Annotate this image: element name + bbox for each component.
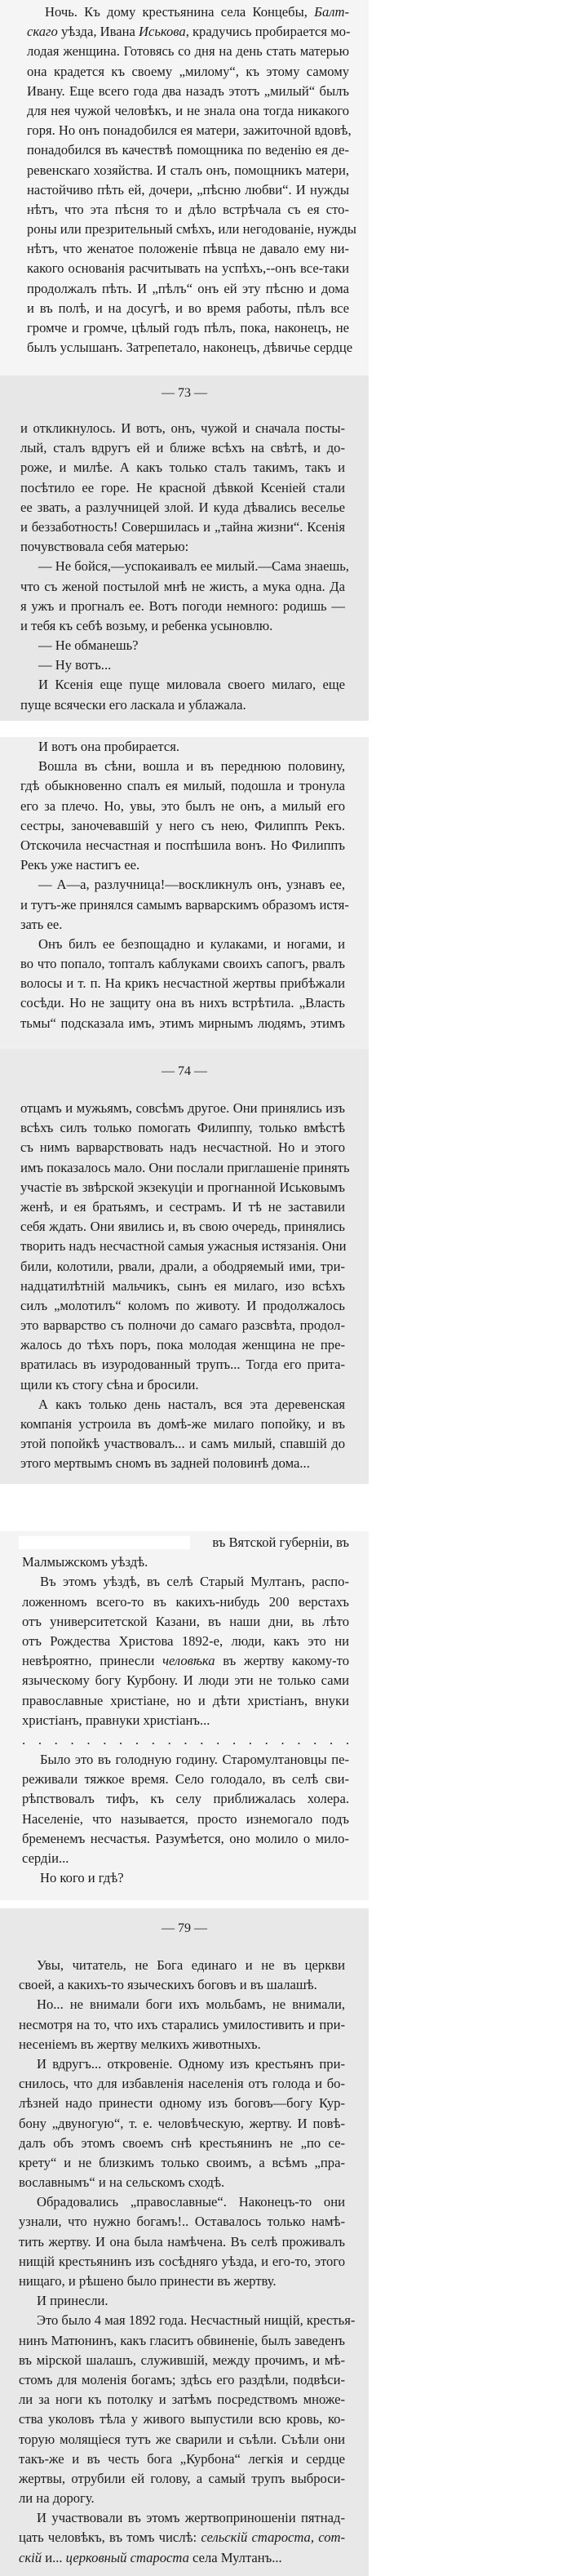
text-run: зать ее. [20,916,63,932]
paragraph [20,1099,350,1395]
text-line [27,62,349,82]
text-run: — Ну вотъ... [38,657,112,673]
text-run: бону „двуногую“, т. е. человѣческую, жертву. И повѣ- [19,2115,345,2131]
text-line [19,2054,345,2074]
text-run: этой попойкѣ участвовалъ... и самъ милый, спавшій до [20,1436,345,1452]
text-line [20,855,345,875]
text-line [20,537,345,557]
text-line [20,438,345,458]
text-run: . . . . . . . . . . . . . . . . . . . . . [22,1731,349,1748]
text-run: И вотъ она пробирается. [38,739,180,754]
text-run: такъ-же и въ честь бога „Курбона“ легкія и сердце [19,2450,345,2467]
text-run: Ночь. Къ дому крестьянина села Концебы, [45,4,315,20]
page-text [19,1956,356,2568]
text-line [22,1592,349,1612]
text-run: щили къ стогу сѣна и бросили. [20,1376,199,1392]
text-run: что съ женой постылой мнѣ не жисть, а мука одна. Да [20,578,345,594]
text-run: роны или презрительный смѣхъ, или негодованіе, нужды [27,221,356,238]
text-line [22,1552,349,1572]
italic-text: Балт- [314,4,349,20]
text-run: какого основанія расчитывать на успѣхъ,--онъ все-таки [27,260,349,277]
text-line [19,2212,345,2232]
text-run: громче и громче, цѣлый годъ пѣлъ, пока, наконецъ, не [27,320,349,335]
text-line [19,2508,345,2528]
text-line [19,2153,345,2173]
text-line [19,2469,345,2489]
text-run: гдѣ обыкновенно спалъ ея милый, подошла и тронула [20,778,345,794]
paragraph [20,655,345,675]
page-number: — 79 — [162,1921,207,1935]
text-line [20,895,349,915]
text-run: тьмы“ подсказала имъ, этимъ мирнымъ людямъ, этимъ [20,1015,345,1031]
text-line [20,1454,345,1473]
text-run: нѣтъ, что эта пѣсня то и дѣло встрѣчала съ ея сто- [27,201,349,217]
text-run: его за плечо. Но, увы, это былъ не онъ, а милый его [20,797,345,814]
text-line [27,2,349,22]
text-run: — А—а, разлучница!—воскликнулъ онъ, узнавъ ее, [38,877,345,893]
page-number: — 73 — [162,386,207,400]
text-run: вославнымъ“ и на сельскомъ сходѣ. [19,2174,225,2191]
page-text [20,737,349,1033]
text-run: Въ этомъ уѣздѣ, въ селѣ Старый Мултанъ, распо- [40,1574,349,1590]
text-run: бременемъ несчастья. Разумѣется, оно молило о мило- [22,1830,349,1846]
text-line [20,577,345,597]
text-run: женѣ, и ея братьямъ, и сестрамъ. И тѣ не заставили [20,1198,345,1215]
text-line [20,1316,345,1335]
text-run: въ Вятской губерніи, въ [212,1534,349,1550]
text-line [19,2409,345,2429]
text-run: цать человѣкъ, въ томъ числѣ: [19,2529,201,2546]
text-run: И участвовали въ этомъ жертвоприношеніи пятнад- [37,2510,345,2526]
text-line [20,797,345,816]
page-fragment [0,1908,369,2576]
text-run: и откликнулось. И вотъ, онъ, чужой и сначала посты- [20,420,345,436]
text-line [27,161,349,180]
text-run: несмотря на то, что ихъ старались умилостивить и при- [19,2016,345,2032]
text-line [27,180,349,200]
text-line [20,636,345,655]
text-line [20,1277,345,1296]
text-run: И принесли. [37,2293,108,2309]
page-text [22,1533,349,1888]
text-line [20,478,345,498]
text-line [20,1158,350,1178]
text-line [19,2192,345,2212]
text-run: ревенскаго хозяйства. И сталъ онъ, помощникъ матери, [27,162,349,178]
text-run: и тебя къ себѣ возьму, и ребенка усыновлю. [20,617,273,633]
text-run: нищаго, и рѣшено было принести въ жертву. [19,2273,277,2289]
redacted-block [19,1536,190,1549]
text-line [20,1434,345,1454]
text-run: языческому богу Курбону. И люди эти не только сами [22,1672,349,1689]
text-line [20,993,345,1013]
text-line [22,1770,349,1789]
text-run: — Не обманешь? [38,637,139,654]
text-run: ее звать, а разлучницей злой. И куда дѣвались веселье [20,499,345,515]
text-line [20,1178,345,1197]
paragraph [19,1995,345,2054]
text-run: ли на дорогу. [19,2490,95,2507]
text-line [20,836,345,855]
page-fragment [0,737,369,1049]
text-run: Обрадовались „православные“. Наконецъ-то они [37,2194,345,2210]
italic-text: скій [19,2549,42,2565]
text-line [19,2430,345,2449]
paragraph [20,1395,345,1474]
text-run: лый, сталъ вдругъ ей и ближе всѣхъ на свѣтѣ, и до- [20,440,345,456]
text-line [27,279,349,299]
text-run: стомъ для моленія богамъ; здѣсь его раздѣли, подвѣси- [19,2371,345,2387]
text-line [20,655,345,675]
text-line [27,239,349,259]
italic-text: человѣка [162,1653,215,1669]
text-run: отцамъ и мужьямъ, совсѣмъ другое. Они принялись изъ [20,1100,345,1116]
text-run: отъ Рождества Христова 1892-е, люди, какъ это ни [22,1632,349,1649]
text-run: почувствовала себя матерью: [20,539,189,555]
text-run: въ мірской шалашъ, служившій, между прочимъ, и мѣ- [19,2352,345,2368]
text-run: и въ полѣ, и на досугѣ, и во время работы, пѣлъ все [27,300,349,316]
text-line [27,82,349,101]
text-run: лодая женщина. Готовясь со дня на день стать матерью [27,43,349,60]
text-line [19,2351,345,2370]
text-line [19,2173,345,2192]
paragraph [19,2054,345,2192]
text-run: христіанъ, правнуки христіанъ... [22,1712,210,1728]
text-line [22,1789,349,1809]
text-run: снилось, что для избавленія населенія отъ голода и бо- [19,2076,345,2092]
text-run: для нея чужой человѣкъ, и не знала она тогда никакого [27,102,349,118]
text-line [20,1014,345,1033]
text-run: Но кого и гдѣ? [40,1870,124,1886]
text-line [20,458,345,477]
text-line [20,1118,345,1138]
paragraph [20,875,349,935]
paragraph [27,2,356,358]
text-line [22,1711,349,1730]
text-run: А какъ только день насталъ, вся эта деревенская [38,1396,345,1412]
text-run: силъ „молотилъ“ коломъ по животу. И продолжалось [20,1297,345,1313]
text-run: во что попало, топталъ каблуками своихъ сапогъ, рвалъ [20,956,345,972]
text-run: ли за ноги къ потолку и затѣмъ посредствомъ множе- [19,2392,345,2408]
text-line [20,1415,345,1434]
text-run: компанія устроила въ домѣ-же милаго попойку, и въ [20,1416,345,1432]
text-line [20,675,345,695]
text-line [20,1237,345,1256]
text-run: Населеніе, что называется, просто изнемогало подъ [22,1810,349,1827]
text-line [20,695,345,715]
text-line [22,1572,349,1592]
text-run: надцатилѣтній мальчикъ, сынъ ея милаго, изо всѣхъ [20,1277,345,1294]
text-line [20,498,345,517]
text-line [19,2390,345,2409]
text-line [19,2548,345,2568]
text-line [19,2094,345,2113]
text-run: уѣзда, Ивана [57,24,139,40]
text-run: Увы, читатель, не Бога единаго и не въ церкви [37,1957,345,1973]
text-line [20,1355,345,1375]
text-run: жертвы, отрубили ей голову, а самый трупъ выброси- [19,2470,345,2486]
text-line [19,2528,345,2547]
text-line [27,220,356,239]
paragraph [19,2192,345,2291]
paragraph [20,737,345,757]
paragraph [22,1750,349,1868]
text-line [20,935,345,954]
text-run: И Ксенія еще пуще миловала своего милаго, еще [38,677,345,693]
text-line [27,259,349,278]
text-run: всѣхъ силъ только помогать Филиппу, только вмѣстѣ [20,1120,345,1136]
text-run: реживали тяжкое время. Село голодало, въ селѣ сви- [22,1771,349,1788]
paragraph [20,935,345,1033]
text-line [27,338,353,358]
text-line [27,200,349,220]
text-line [19,2291,345,2311]
text-run: творить надъ несчастной самыя ужасныя истязанія. Они [20,1238,347,1255]
text-line [20,616,345,636]
text-line [27,22,349,42]
text-line [20,816,345,836]
text-line [19,2311,356,2330]
text-line [22,1829,349,1849]
italic-text: церковный староста [65,2549,189,2565]
paragraph [22,1868,349,1888]
text-run: Онъ билъ ее безпощадно и кулаками, и ногами, и [38,935,345,952]
text-run: , крадучись пробирается мо- [185,24,351,40]
text-line [27,140,349,160]
page-number: — 74 — [162,1064,207,1078]
paragraph [20,419,345,557]
text-run: тить жертву. И она была намѣчена. Въ селѣ проживалъ [19,2233,345,2250]
text-run: нѣтъ, что женатое положеніе пѣвца не давало ему ни- [27,241,349,257]
text-line [27,42,349,61]
text-run: отъ университетской Казани, въ наши дни, вь лѣто [22,1613,349,1629]
text-line [19,2331,345,2351]
text-line [20,1138,345,1157]
text-run: нинъ Матюнинъ, какъ гласитъ обвиненіе, былъ заведенъ [19,2332,345,2348]
text-line [19,1995,345,2014]
text-run: православные христіане, но и дѣти христіанъ, внуки [22,1692,349,1708]
text-run: волосы и т. п. На крикъ несчастной жертвы прибѣжали [20,975,345,992]
text-run: сестры, заночевавшій у него съ нею, Филиппъ Рекъ. [20,817,345,833]
text-line [27,318,349,338]
text-line [19,2035,345,2054]
text-line [19,2272,345,2291]
text-run: своей, а какихъ-то языческихъ боговъ и въ шалашѣ. [19,1977,317,1993]
text-line [20,1395,345,1415]
text-run: торую молящіеся тутъ же сварили и съѣли. Съѣли они [19,2431,345,2447]
text-line [19,2074,345,2094]
text-run: далъ объ этомъ своемъ снѣ крестьянинъ не „по се- [19,2134,345,2151]
text-line [22,1810,349,1829]
paragraph [19,2311,356,2508]
text-run: и... [42,2549,66,2565]
text-run: пуще всячески его ласкала и ублажала. [20,696,246,713]
text-line [19,2370,345,2390]
text-run: имъ показалось мало. Они послали приглашеніе принять [20,1159,350,1175]
text-line [22,1533,349,1552]
text-run: посѣтило ее горе. Не красной дѣвкой Ксеніей стали [20,479,345,495]
text-run: участіе въ звѣрской экзекуціи и прогнанной Иськовымъ [20,1179,345,1195]
text-run: вратилась въ изуродованный трупъ... Тогда его прита- [20,1357,345,1373]
text-line [20,776,345,796]
text-run: сердіи... [22,1850,69,1866]
text-run: этого мертвымъ сномъ въ задней половинѣ дома... [20,1455,310,1472]
page-text [20,1099,350,1474]
text-run: былъ услышанъ. Затрепетало, наконецъ, дѣвичье сердце [27,340,353,356]
text-run: я ужъ и прогналъ ее. Вотъ погоди немного: родишь — [20,597,345,614]
text-run: Рекъ уже настигъ ее. [20,857,140,873]
text-run: невѣроятно, принесли [22,1653,163,1669]
text-line [22,1730,349,1750]
text-line [22,1849,349,1868]
text-line [19,2114,345,2134]
text-line [20,517,345,537]
text-run: роже, и милѣе. А какъ только сталъ такимъ, такъ и [20,460,345,476]
text-run: Было это въ голодную годину. Старомултановцы пе- [40,1752,349,1768]
text-line [20,1217,345,1237]
text-line [20,954,345,974]
page-text [20,419,349,715]
text-line [19,2489,345,2508]
text-line [19,1956,345,1975]
text-run: сосѣди. Но не защиту она въ нихъ встрѣтила. „Власть [20,995,345,1011]
text-line [22,1750,349,1770]
text-line [20,1296,345,1316]
text-run: били, колотили, рвали, драли, а ободряемый ими, три- [20,1258,345,1274]
paragraph [20,636,345,655]
text-run: И вдругъ... откровеніе. Одному изъ крестьянъ при- [37,2055,345,2072]
text-run: себя ждать. Они явились и, въ свою очередь, принялись [20,1219,345,1235]
text-line [22,1671,349,1690]
text-run: понадобился въ качествѣ помощника по веденію ея де- [27,142,349,158]
text-run: и беззаботность! Совершилась и „тайна жизни“. Ксенія [20,518,345,535]
text-run: и тутъ-же принялся самымъ варварскимъ образомъ истя- [20,896,349,913]
text-line [20,1197,345,1217]
text-line [19,2232,345,2252]
text-line [19,2252,345,2272]
text-line [19,2449,345,2469]
text-run: рѣпствовалъ тифъ, къ селу приближалась холера. [22,1791,349,1807]
text-run: въ жертву какому-то [215,1653,349,1669]
text-run: Ивану. Еще всего года два назадъ этотъ „милый“ былъ [27,82,349,99]
text-run: она крадется къ своему „милому“, къ этому самому [27,63,349,79]
text-run: села Мултанъ... [188,2549,282,2565]
text-run: съ нимъ варварствовать надъ несчастной. Но и этого [20,1139,345,1156]
text-line [20,1375,345,1395]
text-run: Малмыжскомъ уѣздѣ. [22,1554,148,1570]
text-run: Отскочила несчастная и поспѣшила вонъ. Но Филиппъ [20,837,345,853]
text-run: настойчиво пѣть ей, дочери, „пѣсню любви“. И нужды [27,181,349,198]
paragraph [20,675,345,714]
text-run: — Не бойся,—успокаивалъ ее милый.—Сама знаешь, [38,558,349,575]
page-fragment [0,1049,369,1484]
text-run: Это было 4 мая 1892 года. Несчастный нищій, крестья- [37,2312,356,2329]
text-line [22,1651,349,1671]
text-line [19,2015,345,2035]
text-line [27,101,349,121]
italic-text: Иськова [138,24,186,40]
text-run: Вошла въ сѣни, вошла и въ переднюю половину, [38,758,345,775]
page-text [27,2,356,358]
page-fragment [0,1531,369,1900]
text-run: нищій крестьянинъ изъ сосѣдняго уѣзда, и его-то, этого [19,2253,345,2269]
text-line [19,2134,345,2153]
text-run: это варварство съ полночи до самаго разсвѣта, продол- [20,1317,345,1334]
italic-text: скаго [27,24,58,40]
section-separator-dots [22,1730,349,1750]
text-run: крету“ и не близкимъ только своимъ, а всѣмъ „пра- [19,2154,345,2170]
italic-text: сельскій староста, сот- [201,2529,345,2546]
text-line [20,419,345,438]
text-run: узнали, что нужно богамъ!.. Оставалось только намѣ- [19,2214,345,2230]
text-run: жалось до тѣхъ поръ, пока молодая женщина не пре- [20,1337,345,1353]
paragraph [19,2508,345,2568]
text-line [20,1335,345,1355]
text-line [22,1612,349,1632]
page-fragment [0,0,369,375]
text-line [19,1975,345,1995]
text-line [20,757,345,776]
page-fragment [0,375,369,721]
paragraph [19,2291,345,2311]
paragraph [22,1572,349,1730]
text-run: несеніемъ въ жертву мелкихъ животныхъ. [19,2036,261,2052]
text-line [22,1868,349,1888]
text-run: Но... не внимали боги ихъ мольбамъ, не внимали, [37,1996,345,2013]
paragraph [20,557,349,636]
text-run: продолжалъ пѣть. И „пѣлъ“ онъ ей эту пѣсню и дома [27,280,349,296]
paragraph [22,1533,349,1572]
text-line [20,737,345,757]
text-run: ства уколовъ тѣла у живого выпустили всю кровь, ко- [19,2411,345,2427]
text-line [20,557,349,576]
text-line [22,1632,349,1651]
text-line [27,121,352,140]
text-line [20,1257,345,1277]
text-line [22,1691,349,1711]
text-run: ложенномъ всего-то въ какихъ-нибудь 200 верстахъ [22,1593,349,1610]
text-line [20,597,345,616]
text-line [20,915,345,935]
text-line [20,1099,345,1118]
text-line [20,875,345,895]
text-line [20,974,345,993]
paragraph [19,1956,345,1995]
text-line [27,299,349,318]
text-run: лѣзней надо принести одному изъ боговъ—богу Кур- [19,2095,345,2112]
text-run: горя. Но онъ понадобился ея матери, зажиточной вдовѣ, [27,122,352,139]
paragraph [20,757,345,875]
